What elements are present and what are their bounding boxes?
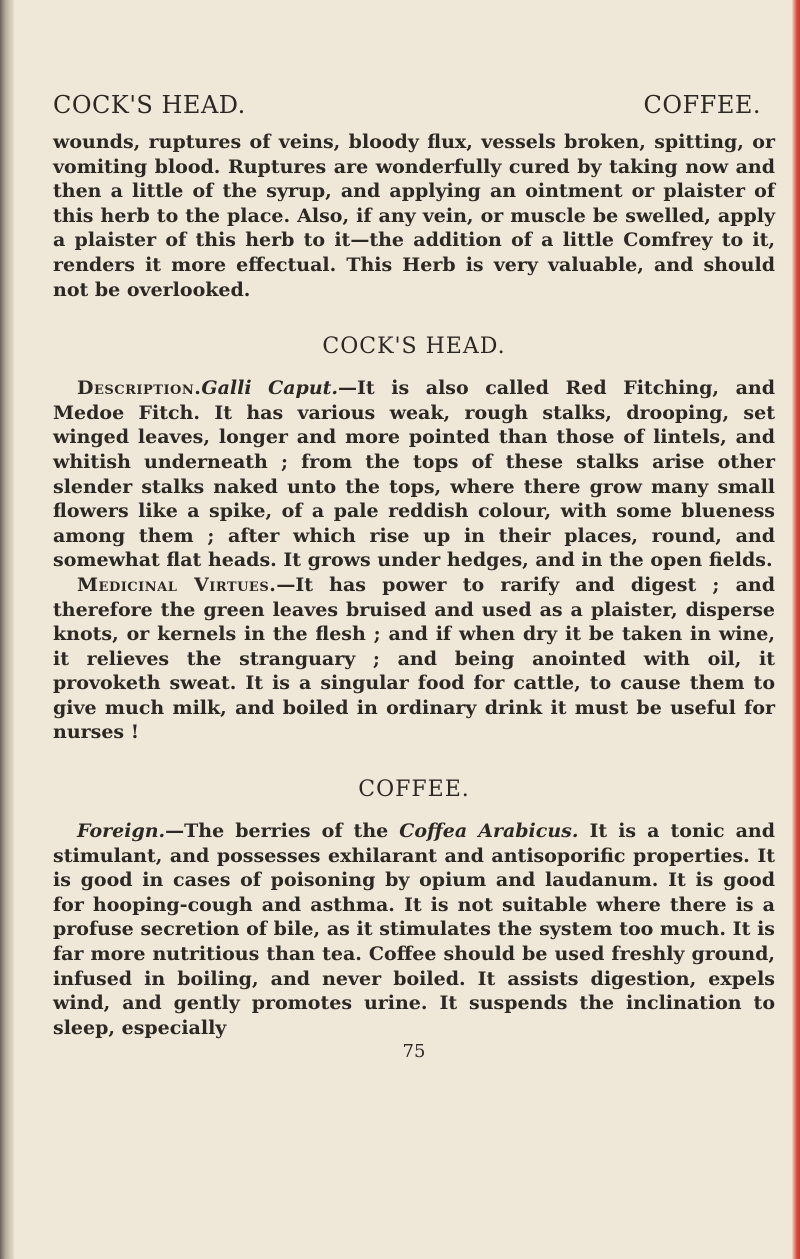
cocks-head-description: [53, 376, 775, 573]
section-title-coffee: COFFEE.: [358, 777, 470, 803]
section-title-cocks-head: COCK'S HEAD.: [322, 334, 506, 360]
page-edge: [792, 0, 800, 1259]
header-right: COFFEE.: [643, 91, 761, 119]
page-binding-shadow: [0, 0, 14, 1259]
coffee-text-after: It is a tonic and stimulant, and possesses exhilarant and antisoporific properties. It is good in cases of poisoning by opium and laudanum. It is good for hooping-cough and asthma. It is not suitable where there is a profuse secretion of bile, as it stimulates the system too much. It is far more nutritious than tea. Coffee should be used freshly ground, infused in boiling, and never boiled. It assists digestion, expels wind, and gently promotes urine. It suspends the inclination to sleep, especially: [53, 820, 776, 1039]
description-text: —It is also called Red Fitching, and Medoe Fitch. It has various weak, rough stalks, drooping, set winged leaves, longer and more pointed than those of lintels, and whitish underneath ; from the tops of these stalks arise other slender stalks naked unto the tops, where there grow many small flowers like a spike, of a pale reddish colour, with some blueness among them ; after which rise up in their places, round, and somewhat flat heads. It grows under hedges, and in the open fields.: [53, 377, 775, 572]
book-page: [53, 90, 775, 1062]
intro-paragraph: wounds, ruptures of veins, bloody flux, vessels broken, spitting, or vomiting blood. Ruptures are wonderfully cured by taking now and then a little of the syrup, and applying an ointment or plaister of this herb to the place. Also, if any vein, or muscle be swelled, apply a plaister of this herb to it—the addition of a little Comfrey to it, renders it more effectual. This Herb is very valuable, and should not be overlooked.: [53, 131, 775, 301]
description-label: Description.: [77, 377, 202, 400]
coffee-text-before: —The berries of the: [165, 820, 400, 843]
foreign-label: Foreign.: [77, 820, 166, 843]
virtues-text: —It has power to rarify and digest ; and therefore the green leaves bruised and used as a plaister, disperse knots, or kernels in the flesh ; and if when dry it be taken in wine, it relieves the stranguary ; and being anointed with oil, it provoketh sweat. It is a singular food for cattle, to cause them to give much milk, and boiled in ordinary drink it must be useful for nurses !: [53, 573, 775, 744]
page-number: 75: [402, 1041, 426, 1063]
cocks-head-latin-name: Galli Caput.: [201, 377, 339, 400]
cocks-head-virtues: [53, 573, 775, 745]
coffee-paragraph: [53, 819, 775, 1040]
coffee-latin-name: Coffea Arabicus.: [399, 820, 579, 843]
header-left: COCK'S HEAD.: [53, 91, 246, 119]
running-header: [53, 90, 775, 120]
virtues-label: Medicinal Virtues.: [77, 573, 277, 596]
